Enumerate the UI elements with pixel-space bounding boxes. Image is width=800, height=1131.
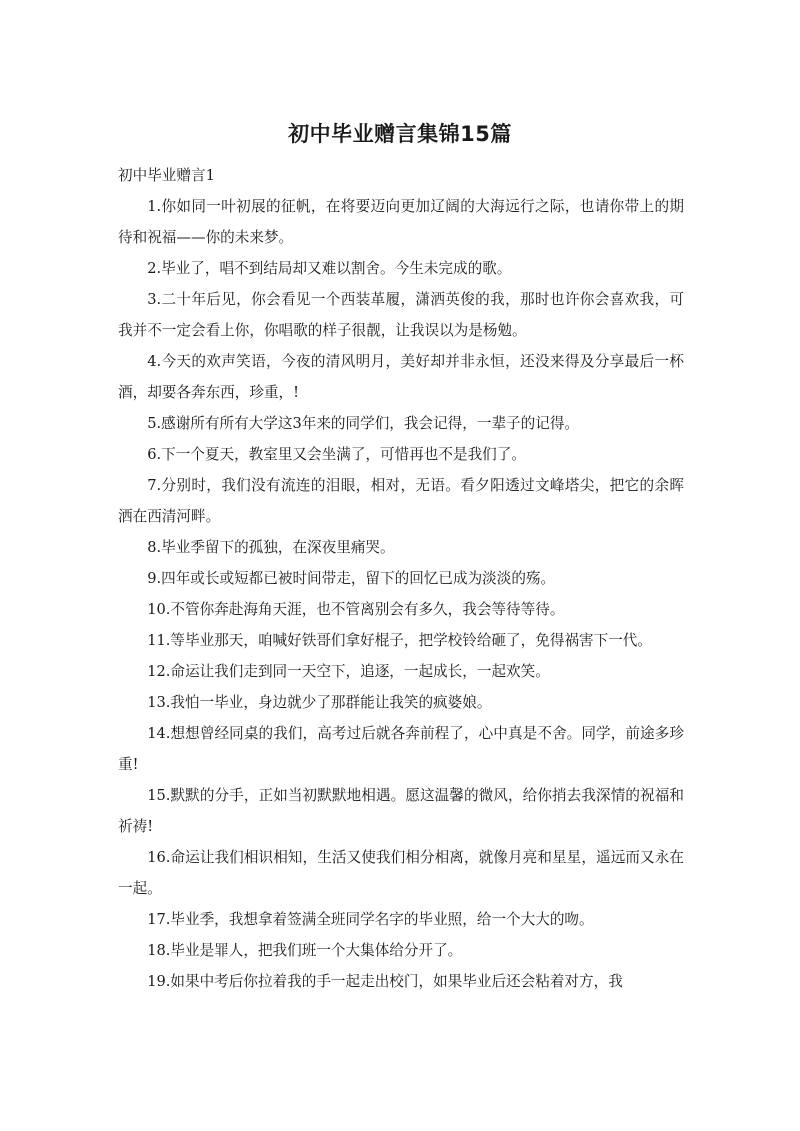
paragraph: 10.不管你奔赴海角天涯，也不管离别会有多久，我会等待等待。 — [147, 601, 565, 618]
paragraph: 2.毕业了，唱不到结局却又难以割舍。今生未完成的歌。 — [147, 260, 512, 277]
paragraph: 4.今天的欢声笑语，今夜的清风明月，美好却并非永恒，还没来得及分享最后一杯酒，却要各奔东西，珍重，! — [118, 353, 684, 401]
paragraph: 1.你如同一叶初展的征帆，在将要迈向更加辽阔的大海远行之际，也请你带上的期待和祝福——你的未来梦。 — [118, 198, 684, 246]
paragraph: 19.如果中考后你拉着我的手一起走出校门，如果毕业后还会粘着对方，我 — [147, 973, 623, 990]
paragraph: 13.我怕一毕业，身边就少了那群能让我笑的疯婆娘。 — [147, 694, 492, 711]
section-heading: 初中毕业赠言1 — [118, 167, 215, 184]
paragraph: 5.感谢所有所有大学这3年来的同学们，我会记得，一辈子的记得。 — [147, 415, 580, 432]
paragraph: 6.下一个夏天，教室里又会坐满了，可惜再也不是我们了。 — [147, 446, 526, 463]
paragraph: 17.毕业季，我想拿着签满全班同学名字的毕业照，给一个大大的吻。 — [147, 911, 594, 928]
document-body — [118, 160, 684, 997]
paragraph: 16.命运让我们相识相知，生活又使我们相分相离，就像月亮和星星，遥远而又永在一起。 — [118, 849, 684, 897]
paragraph: 8.毕业季留下的孤独，在深夜里痛哭。 — [147, 539, 395, 556]
paragraph: 9.四年或长或短都已被时间带走，留下的回忆已成为淡淡的殇。 — [147, 570, 556, 587]
paragraph: 18.毕业是罪人，把我们班一个大集体给分开了。 — [147, 942, 463, 959]
paragraph: 14.想想曾经同桌的我们，高考过后就各奔前程了，心中真是不舍。同学，前途多珍重! — [118, 725, 684, 773]
paragraph: 7.分别时，我们没有流连的泪眼，相对，无语。看夕阳透过文峰塔尖，把它的余晖洒在西清河畔。 — [118, 477, 684, 525]
paragraph: 15.默默的分手，正如当初默默地相遇。愿这温馨的微风，给你捎去我深情的祝福和祈祷! — [118, 787, 684, 835]
paragraph: 11.等毕业那天，咱喊好铁哥们拿好棍子，把学校铃给砸了，免得祸害下一代。 — [147, 632, 652, 649]
paragraph: 12.命运让我们走到同一天空下，追逐，一起成长，一起欢笑。 — [147, 663, 550, 680]
paragraph: 3.二十年后见，你会看见一个西装革履，潇洒英俊的我，那时也许你会喜欢我，可我并不一定会看上你，你唱歌的样子很靓，让我误以为是杨勉。 — [118, 291, 684, 339]
document-title: 初中毕业赠言集锦15篇 — [288, 122, 512, 146]
